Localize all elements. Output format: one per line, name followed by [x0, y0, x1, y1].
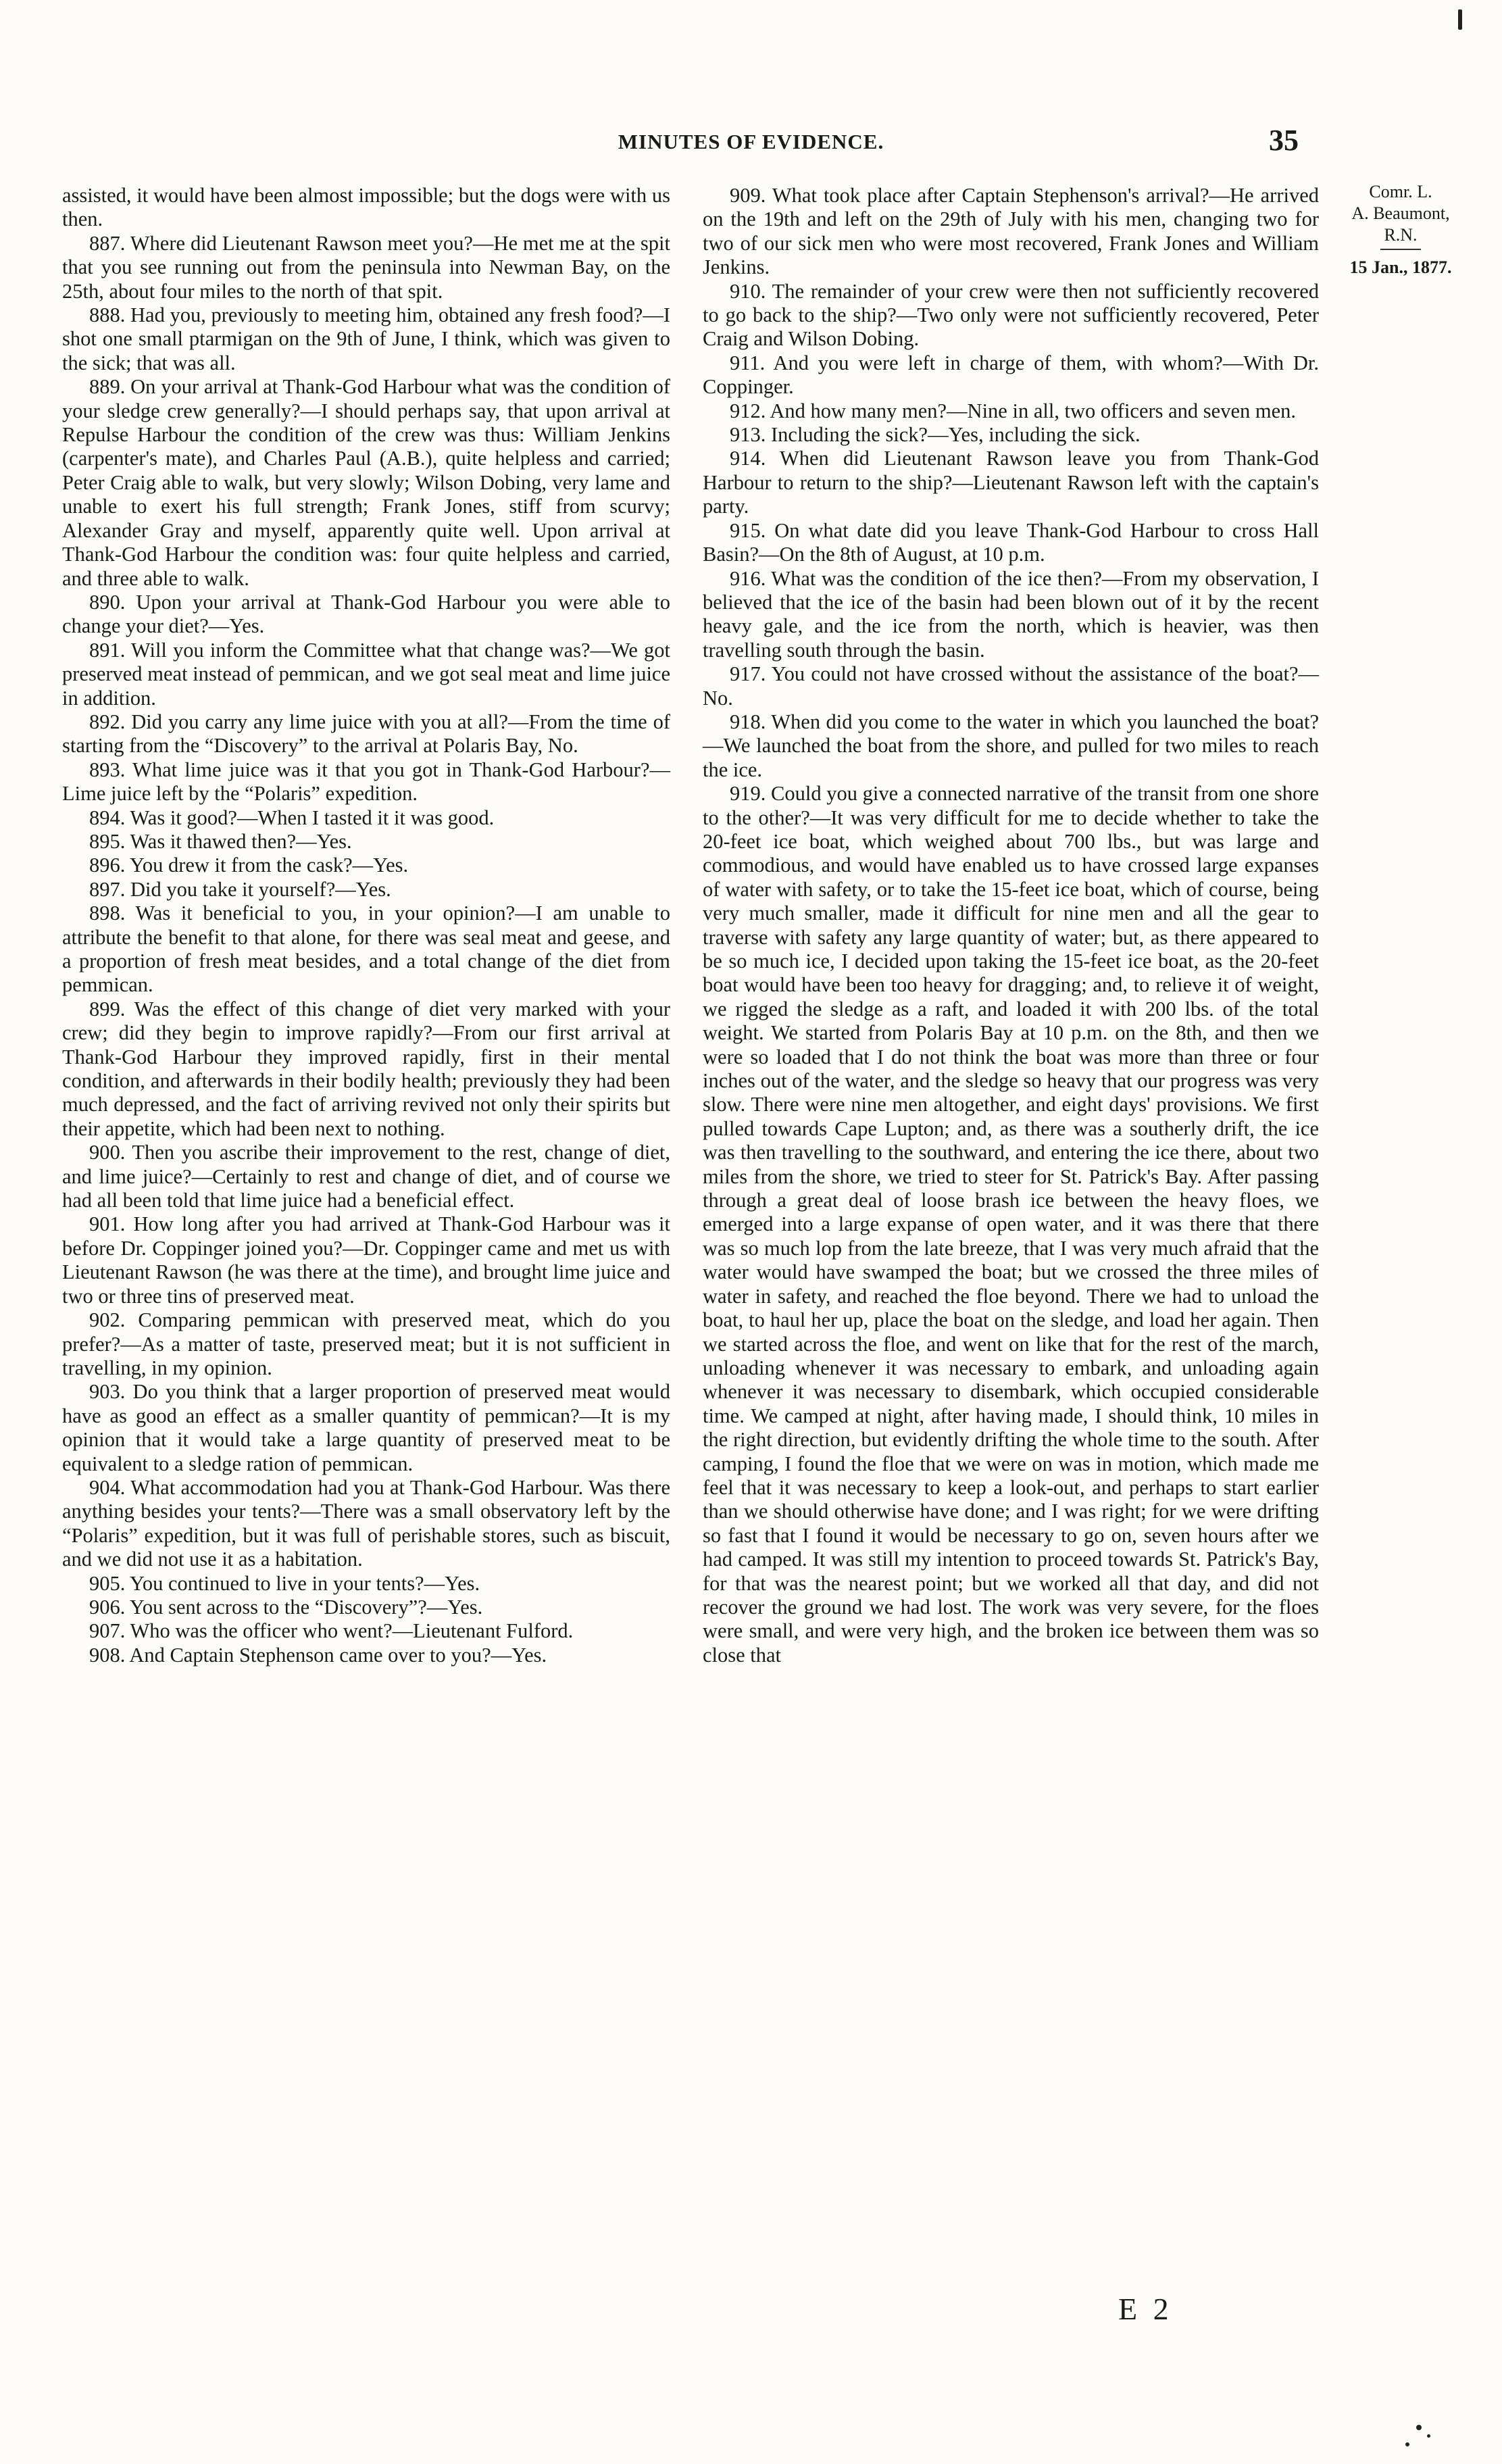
witness-name: A. Beaumont,	[1351, 203, 1450, 223]
print-speck	[1405, 2442, 1409, 2446]
right-column	[703, 184, 1319, 1667]
paragraph: 893. What lime juice was it that you got in Thank-God Harbour?—Lime juice left by the “Polaris” expedition.	[62, 758, 670, 806]
paragraph: 894. Was it good?—When I tasted it it was good.	[89, 806, 495, 829]
paragraph: assisted, it would have been almost impossible; but the dogs were with us then.	[62, 184, 670, 231]
paragraph: 890. Upon your arrival at Thank-God Harbour you were able to change your diet?—Yes.	[62, 590, 670, 638]
witness-date: 15 Jan., 1877.	[1349, 257, 1452, 277]
paragraph: 905. You continued to live in your tents?—Yes.	[89, 1571, 480, 1595]
paragraph: 915. On what date did you leave Thank-God Harbour to cross Hall Basin?—On the 8th of August, at 10 p.m.	[703, 518, 1319, 566]
paragraph: 887. Where did Lieutenant Rawson meet you?—He met me at the spit that you see running out from the peninsula into Newman Bay, on the 25th, about four miles to the north of that spit.	[62, 231, 670, 303]
paragraph: 902. Comparing pemmican with preserved meat, which do you prefer?—As a matter of taste, preserved meat; but it is not sufficient in travelling, in my opinion.	[62, 1308, 670, 1379]
paragraph: 906. You sent across to the “Discovery”?—Yes.	[89, 1595, 483, 1619]
paragraph: 916. What was the condition of the ice then?—From my observation, I believed that the ice of the basin had been blown out of it by the recent heavy gale, and the ice from the north, which is heavier, was then travelling south through the basin.	[703, 566, 1319, 662]
print-speck	[1427, 2434, 1430, 2438]
paragraph: 909. What took place after Captain Stephenson's arrival?—He arrived on the 19th and left on the 29th of July with his men, changing two for two of our sick men who were most recovered, Frank Jones and William Jenkins.	[703, 184, 1319, 279]
paragraph: 903. Do you think that a larger proportion of preserved meat would have as good an effect as a smaller quantity of pemmican?—It is my opinion that it would take a large quantity of preserved meat to be equivalent to a sledge ration of pemmican.	[62, 1380, 670, 1475]
paragraph: 888. Had you, previously to meeting him, obtained any fresh food?—I shot one small ptarmigan on the 9th of June, I think, which was given to the sick; that was all.	[62, 303, 670, 374]
paragraph: 896. You drew it from the cask?—Yes.	[89, 854, 409, 877]
paragraph: 918. When did you come to the water in which you launched the boat?—We launched the boat from the shore, and pulled for two miles to reach the ice.	[703, 710, 1319, 781]
paragraph: 907. Who was the officer who went?—Lieutenant Fulford.	[89, 1619, 574, 1643]
paragraph: 901. How long after you had arrived at Thank-God Harbour was it before Dr. Coppinger joined you?—Dr. Coppinger came and met us with Lieutenant Rawson (he was there at the time), and brought lime juice and two or three tins of preserved meat.	[62, 1212, 670, 1308]
paragraph: 908. And Captain Stephenson came over to you?—Yes.	[89, 1643, 547, 1667]
witness-margin-note	[1330, 181, 1472, 278]
paragraph: 900. Then you ascribe their improvement to the rest, change of diet, and lime juice?—Certainly to rest and change of diet, and of course we had all been told that lime juice had a beneficial effect.	[62, 1141, 670, 1212]
paragraph: 911. And you were left in charge of them, with whom?—With Dr. Coppinger.	[703, 351, 1319, 399]
running-title: MINUTES OF EVIDENCE.	[618, 130, 884, 153]
print-speck	[1458, 9, 1462, 30]
paragraph: 889. On your arrival at Thank-God Harbour what was the condition of your sledge crew generally?—I should perhaps say, that upon arrival at Repulse Harbour the condition of the crew was thus: William Jenkins (carpenter's mate), and Charles Paul (A.B.), quite helpless and carried; Peter Craig able to walk, but very slowly; Wilson Dobing, very lame and unable to exert his full strength; Frank Jones, stiff from scurvy; Alexander Gray and myself, apparently quite well. Upon arrival at Thank-God Harbour the condition was: four quite helpless and carried, and three able to walk.	[62, 375, 670, 590]
paragraph: 897. Did you take it yourself?—Yes.	[89, 877, 391, 901]
paragraph: 919. Could you give a connected narrative of the transit from one shore to the other?—It was very difficult for me to decide whether to take the 20-feet ice boat, which weighed about 700 lbs., but was large and commodious, and would have enabled us to have crossed large expanses of water with safety, or to take the 15-feet ice boat, which of course, being very much smaller, made it difficult for nine men and all the gear to traverse with safety any large quantity of water; but, as there appeared to be so much ice, I decided upon taking the 15-feet ice boat, as the 20-feet boat would have been too heavy for dragging; and, to relieve it of weight, we rigged the sledge as a raft, and loaded it with 200 lbs. of the total weight. We started from Polaris Bay at 10 p.m. on the 8th, and then we were so loaded that I do not think the boat was more than three or four inches out of the water, and the sledge so heavy that our progress was very slow. There were nine men altogether, and eight days' provisions. We first pulled towards Cape Lupton; and, as there was a southerly drift, the ice was then travelling to the southward, and entering the ice there, about two miles from the shore, we tried to steer for St. Patrick's Bay. After passing through a great deal of loose brash ice between the heavy floes, we emerged into a large expanse of open water, and it was there that there was so much lop from the late breeze, that I was very much afraid that the water would have swamped the boat; but we crossed the three miles of water in safety, and reached the floe beyond. There we had to unload the boat, to haul her up, place the boat on the sledge, and load her again. Then we started across the floe, and went on like that for the rest of the march, unloading whenever it was necessary to embark, and unloading again whenever it was necessary to disembark, which occupied considerable time. We camped at night, after having made, I should think, 10 miles in the right direction, but evidently drifting the whole time to the south. After camping, I found the floe that we were on was in motion, which made me feel that it was necessary to keep a look-out, and perhaps to start earlier than we should otherwise have done; and I was right; for we were drifting so fast that I found it would be necessary to go on, seven hours after we had camped. It was still my intention to proceed towards St. Patrick's Bay, for that was the nearest point; but we worked all that day, and did not recover the ground we had lost. The work was very severe, for the floes were small, and were very high, and the broken ice between them was so close that	[703, 782, 1319, 1667]
paragraph: 914. When did Lieutenant Rawson leave you from Thank-God Harbour to return to the ship?—Lieutenant Rawson left with the captain's party.	[703, 447, 1319, 518]
print-speck	[1416, 2425, 1422, 2430]
paragraph: 904. What accommodation had you at Thank-God Harbour. Was there anything besides your tents?—There was a small observatory left by the “Polaris” expedition, but it was full of perishable stores, such as biscuit, and we did not use it as a habitation.	[62, 1475, 670, 1571]
paragraph: 895. Was it thawed then?—Yes.	[89, 829, 352, 853]
page-number: 35	[1269, 124, 1299, 157]
paragraph: 910. The remainder of your crew were then not sufficiently recovered to go back to the ship?—Two only were not sufficiently recovered, Peter Craig and Wilson Dobing.	[703, 279, 1319, 351]
paragraph: 913. Including the sick?—Yes, including the sick.	[730, 423, 1141, 447]
paragraph: 912. And how many men?—Nine in all, two officers and seven men.	[730, 399, 1297, 422]
witness-rank: Comr. L.	[1369, 182, 1432, 201]
margin-rule	[1380, 249, 1421, 250]
left-column	[62, 184, 670, 1667]
witness-service: R.N.	[1384, 225, 1418, 245]
signature-mark: E 2	[1118, 2292, 1173, 2326]
paragraph: 898. Was it beneficial to you, in your opinion?—I am unable to attribute the benefit to that alone, for there was seal meat and geese, and a proportion of fresh meat besides, and a total change of the diet from pemmican.	[62, 902, 670, 997]
paragraph: 891. Will you inform the Committee what that change was?—We got preserved meat instead of pemmican, and we got seal meat and lime juice in addition.	[62, 638, 670, 710]
paragraph: 917. You could not have crossed without the assistance of the boat?—No.	[703, 662, 1319, 710]
paragraph: 899. Was the effect of this change of diet very marked with your crew; did they begin to improve rapidly?—From our first arrival at Thank-God Harbour they improved rapidly, first in their mental condition, and afterwards in their bodily health; previously they had been much depressed, and the fact of arriving revived not only their spirits but their appetite, which had been next to nothing.	[62, 997, 670, 1140]
paragraph: 892. Did you carry any lime juice with you at all?—From the time of starting from the “Discovery” to the arrival at Polaris Bay, No.	[62, 710, 670, 758]
page-header	[0, 124, 1502, 170]
